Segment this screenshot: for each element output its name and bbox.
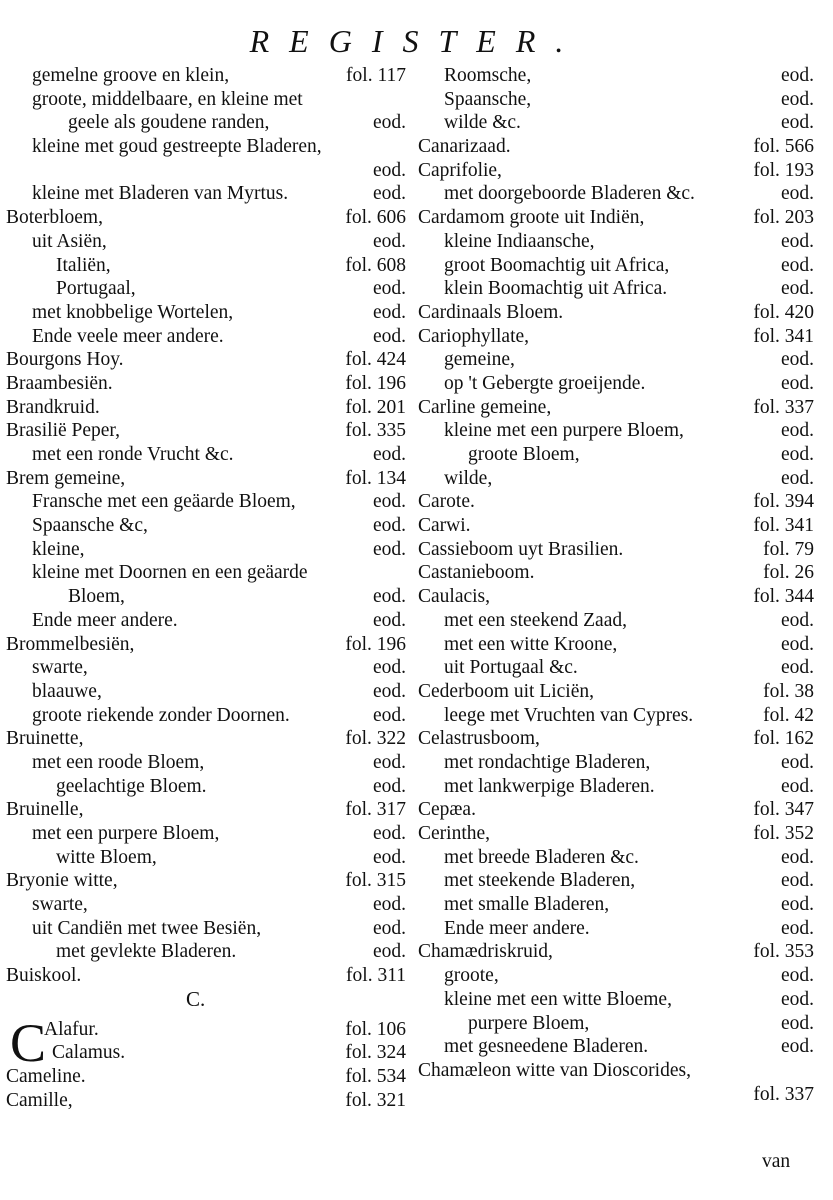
entry-folio: eod. (372, 301, 406, 323)
entry-folio: eod. (372, 775, 406, 797)
entry-term: swarte, (32, 894, 88, 916)
entry-folio: fol. 162 (753, 728, 814, 750)
entry-folio: fol. 196 (345, 372, 406, 394)
entry-term: met een roode Bloem, (32, 751, 205, 773)
entry-term: Brasilië Peper, (6, 420, 121, 442)
register-entry (6, 1065, 406, 1089)
register-entry (418, 135, 814, 159)
entry-term: met een witte Kroone, (444, 633, 618, 655)
entry-folio: fol. 311 (346, 965, 406, 987)
entry-term: Bruinelle, (6, 799, 84, 821)
entry-folio: eod. (780, 278, 814, 300)
entry-term: kleine met een witte Bloeme, (444, 988, 672, 1010)
entry-term: met een purpere Bloem, (32, 823, 220, 844)
register-entry (418, 704, 814, 728)
entry-term: Cardinaals Bloem. (418, 301, 564, 323)
entry-term: Camille, (6, 1089, 73, 1111)
entry-folio: fol. 117 (346, 65, 406, 86)
entry-folio: eod. (372, 538, 406, 560)
register-entry (6, 538, 406, 562)
entry-term: Carline gemeine, (418, 396, 552, 418)
entry-term: blaauwe, (32, 680, 102, 702)
register-entry (6, 751, 406, 775)
register-entry (6, 704, 406, 728)
register-entry (418, 917, 814, 941)
entry-term: uit Asiën, (32, 230, 107, 252)
register-entry (418, 1035, 814, 1059)
entry-folio: eod. (780, 657, 814, 679)
entry-term: met breede Bladeren &c. (444, 846, 639, 868)
entry-term: kleine met Bladeren van Myrtus. (32, 183, 289, 205)
entry-term: Buiskool. (6, 965, 82, 987)
register-entry (418, 467, 814, 491)
entry-term: wilde &c. (444, 112, 521, 134)
entry-folio: eod. (780, 65, 814, 86)
entry-term: Bryonie witte, (6, 870, 118, 892)
entry-folio: eod. (780, 775, 814, 797)
entry-folio: fol. 353 (753, 941, 814, 963)
entry-folio: eod. (780, 965, 814, 987)
register-entry (418, 206, 814, 230)
entry-term: Portugaal, (56, 278, 136, 300)
entry-term: Ende meer andere. (444, 917, 590, 939)
register-entry (6, 372, 406, 396)
entry-term: gemeine, (444, 349, 515, 371)
entry-folio: eod. (372, 680, 406, 702)
section-c-block (6, 1012, 406, 1113)
entry-term: groote riekende zonder Doornen. (32, 704, 290, 726)
register-entry (6, 964, 406, 988)
register-entry (418, 64, 814, 88)
register-entry (6, 609, 406, 633)
entry-term: Italiën, (56, 254, 111, 276)
entry-folio: eod. (780, 1036, 814, 1058)
entry-term: kleine met Doornen en een geäarde (32, 562, 308, 584)
entry-term: kleine, (32, 538, 85, 560)
register-entry (6, 1018, 406, 1042)
entry-folio: fol. 394 (753, 491, 814, 513)
entry-folio: eod. (780, 444, 814, 465)
register-entry (418, 396, 814, 420)
entry-term: kleine Indiaansche, (444, 230, 595, 252)
entry-folio: fol. 203 (753, 207, 814, 229)
entry-term: Carwi. (418, 515, 471, 537)
entry-term: geelachtige Bloem. (56, 775, 207, 797)
entry-folio: fol. 201 (345, 396, 406, 418)
register-entry (6, 254, 406, 278)
register-entry (6, 348, 406, 372)
entry-term: Carote. (418, 491, 475, 513)
entry-folio: eod. (372, 894, 406, 916)
entry-folio: fol. 196 (345, 633, 406, 655)
register-entry (6, 585, 406, 609)
entry-term: Brandkruid. (6, 396, 100, 418)
entry-term: purpere Bloem, (468, 1012, 590, 1034)
register-entry (6, 443, 406, 467)
register-entry (418, 1012, 814, 1036)
entry-term: met knobbelige Wortelen, (32, 301, 234, 323)
entry-term: uit Portugaal &c. (444, 657, 578, 679)
register-entry (418, 656, 814, 680)
section-heading-label: C. (186, 986, 206, 1011)
entry-term: op 't Gebergte groeijende. (444, 372, 646, 394)
entry-folio: eod. (780, 846, 814, 868)
entry-term: Chamædriskruid, (418, 941, 553, 963)
register-entry (418, 372, 814, 396)
register-entry (418, 230, 814, 254)
register-entry (6, 561, 406, 585)
entry-folio: eod. (372, 846, 406, 868)
entry-folio: eod. (372, 112, 406, 134)
register-entry (418, 301, 814, 325)
register-entry (6, 846, 406, 870)
register-entry (6, 514, 406, 538)
entry-term: groot Boomachtig uit Africa, (444, 254, 670, 276)
register-entry (418, 727, 814, 751)
entry-term: swarte, (32, 657, 88, 679)
entry-term: Bourgons Hoy. (6, 349, 124, 371)
register-entry (6, 159, 406, 183)
entry-folio: eod. (372, 704, 406, 726)
register-entry (6, 775, 406, 799)
entry-folio: eod. (372, 609, 406, 631)
register-entry (6, 1089, 406, 1113)
register-entry (418, 680, 814, 704)
register-entry (418, 254, 814, 278)
register-entry (418, 490, 814, 514)
entry-term: Cameline. (6, 1065, 86, 1087)
register-entry (418, 609, 814, 633)
register-entry (6, 798, 406, 822)
entry-term: Cepæa. (418, 799, 476, 821)
register-entry (418, 822, 814, 846)
catchword: van (762, 1151, 791, 1172)
register-entry (418, 325, 814, 349)
register-entry (6, 64, 406, 88)
entry-folio: eod. (780, 183, 814, 205)
register-entry (418, 798, 814, 822)
register-entry (6, 869, 406, 893)
entry-folio: fol. 324 (345, 1042, 406, 1064)
entry-term: Braambesiën. (6, 372, 113, 394)
register-entry (418, 348, 814, 372)
entry-folio: fol. 321 (345, 1089, 406, 1111)
entry-folio: fol. 424 (345, 349, 406, 371)
entry-term: met gevlekte Bladeren. (56, 941, 237, 963)
entry-folio: fol. 322 (345, 728, 406, 750)
entry-folio: fol. 134 (345, 467, 406, 489)
entry-term: Calamus. (52, 1042, 126, 1064)
entry-term: klein Boomachtig uit Africa. (444, 278, 668, 300)
entry-term: Boterbloem, (6, 207, 103, 229)
entry-term: Caprifolie, (418, 159, 502, 181)
entry-term: met gesneedene Bladeren. (444, 1036, 649, 1058)
entry-folio: fol. 566 (753, 136, 814, 158)
register-entry (6, 680, 406, 704)
entry-folio: fol. 344 (753, 586, 814, 608)
register-entry (6, 893, 406, 917)
register-entry (6, 940, 406, 964)
register-entry (6, 917, 406, 941)
entry-term: Alafur. (44, 1018, 99, 1040)
register-entry (418, 111, 814, 135)
register-entry (6, 301, 406, 325)
register-entry (418, 561, 814, 585)
entry-folio: fol. 347 (753, 799, 814, 821)
register-entry (418, 88, 814, 112)
entry-folio: eod. (780, 467, 814, 489)
entry-term: Brem gemeine, (6, 467, 126, 489)
entry-folio: eod. (372, 278, 406, 300)
register-entry (418, 964, 814, 988)
register-entry (6, 277, 406, 301)
register-entry (418, 182, 814, 206)
entry-term: groote Bloem, (468, 444, 580, 465)
register-entry (6, 727, 406, 751)
entry-folio: fol. 606 (345, 207, 406, 229)
register-entry (418, 775, 814, 799)
entry-folio: eod. (780, 894, 814, 916)
entry-term: Spaansche, (444, 88, 532, 110)
register-entry (418, 1059, 814, 1083)
entry-folio: eod. (780, 633, 814, 655)
entry-folio: eod. (372, 586, 406, 608)
entry-term: wilde, (444, 467, 493, 489)
right-column (418, 64, 814, 1106)
entry-folio: eod. (372, 941, 406, 963)
section-heading-c (6, 988, 406, 1012)
entry-folio: eod. (372, 491, 406, 513)
entry-term: geele als goudene randen, (68, 112, 270, 134)
entry-term: Caulacis, (418, 586, 491, 608)
register-entry (6, 396, 406, 420)
entry-folio: fol. 38 (763, 680, 814, 702)
left-column (6, 64, 406, 1112)
entry-folio: eod. (372, 183, 406, 205)
register-entry (6, 182, 406, 206)
entry-term: met een steekend Zaad, (444, 609, 627, 631)
entry-folio: fol. 317 (345, 799, 406, 821)
entry-term: groote, middelbaare, en kleine met (32, 88, 303, 110)
register-entry (418, 893, 814, 917)
entry-folio: eod. (780, 420, 814, 442)
register-entry (418, 633, 814, 657)
entry-folio: fol. 42 (763, 704, 814, 726)
entry-folio: fol. 106 (345, 1018, 406, 1040)
register-entry (418, 585, 814, 609)
register-entry (418, 159, 814, 183)
entry-term: Roomsche, (444, 65, 532, 86)
entry-folio: fol. 341 (753, 515, 814, 537)
register-entry (6, 88, 406, 112)
entry-folio: fol. 193 (753, 159, 814, 181)
entry-folio: eod. (372, 657, 406, 679)
register-entry (6, 1041, 406, 1065)
entry-term: uit Candiën met twee Besiën, (32, 917, 262, 939)
entry-folio: fol. 420 (753, 301, 814, 323)
entry-term: groote, (444, 965, 499, 987)
entry-folio: eod. (372, 325, 406, 347)
entry-term: met rondachtige Bladeren, (444, 751, 651, 773)
entry-term: leege met Vruchten van Cypres. (444, 704, 694, 726)
entry-term: Cassieboom uyt Brasilien. (418, 538, 624, 560)
register-entry (418, 443, 814, 467)
register-entry (418, 751, 814, 775)
entry-folio: eod. (780, 372, 814, 394)
entry-term: Castanieboom. (418, 562, 535, 584)
entry-folio: eod. (372, 823, 406, 844)
entry-term: met een ronde Vrucht &c. (32, 444, 234, 465)
entry-folio: eod. (780, 112, 814, 134)
register-entry (6, 490, 406, 514)
register-entry (6, 325, 406, 349)
register-entry (418, 538, 814, 562)
register-entry (6, 111, 406, 135)
register-entry (6, 656, 406, 680)
entry-folio: eod. (372, 917, 406, 939)
entry-folio: eod. (780, 988, 814, 1010)
entry-term: Cederboom uit Liciën, (418, 680, 594, 702)
entry-term: Cerinthe, (418, 823, 491, 844)
register-entry (6, 230, 406, 254)
entry-term: Bruinette, (6, 728, 84, 750)
entry-term: Chamæleon witte van Dioscorides, (418, 1059, 691, 1081)
entry-folio: fol. 79 (763, 538, 814, 560)
entry-term: Ende meer andere. (32, 609, 178, 631)
register-entry (6, 135, 406, 159)
register-entry (418, 514, 814, 538)
entry-term: met doorgeboorde Bladeren &c. (444, 183, 695, 205)
register-entry (418, 988, 814, 1012)
entry-term: met steekende Bladeren, (444, 870, 636, 892)
register-entry (6, 467, 406, 491)
register-entry (418, 277, 814, 301)
register-entry (6, 206, 406, 230)
entry-folio: eod. (780, 230, 814, 252)
entry-term: Cardamom groote uit Indiën, (418, 207, 645, 229)
entry-term: Fransche met een geäarde Bloem, (32, 491, 296, 513)
entry-term: Canarizaad. (418, 136, 511, 158)
entry-folio: eod. (780, 254, 814, 276)
entry-folio: fol. 337 (753, 1083, 814, 1105)
entry-folio: eod. (372, 515, 406, 537)
entry-folio: fol. 335 (345, 420, 406, 442)
page-title: REGISTER. (249, 23, 584, 59)
entry-folio: eod. (780, 88, 814, 110)
entry-term: witte Bloem, (56, 846, 157, 868)
entry-folio: eod. (372, 751, 406, 773)
register-entry (418, 1083, 814, 1107)
entry-folio: fol. 352 (753, 823, 814, 844)
entry-folio: eod. (780, 870, 814, 892)
entry-term: Celastrusboom, (418, 728, 540, 750)
entry-folio: fol. 341 (753, 325, 814, 347)
entry-folio: eod. (372, 159, 406, 181)
register-entry (418, 846, 814, 870)
entry-term: kleine met een purpere Bloem, (444, 420, 684, 442)
entry-folio: eod. (780, 349, 814, 371)
entry-term: met lankwerpige Bladeren. (444, 775, 655, 797)
entry-term: Spaansche &c, (32, 515, 148, 537)
entry-folio: fol. 534 (345, 1065, 406, 1087)
register-entry (418, 869, 814, 893)
entry-folio: eod. (372, 444, 406, 465)
register-entry (6, 822, 406, 846)
entry-folio: eod. (372, 230, 406, 252)
entry-folio: fol. 337 (753, 396, 814, 418)
register-entry (6, 633, 406, 657)
entry-term: Brommelbesiën, (6, 633, 135, 655)
entry-folio: eod. (780, 1012, 814, 1034)
entry-term: Bloem, (68, 586, 125, 608)
entry-folio: fol. 315 (345, 870, 406, 892)
entry-term: met smalle Bladeren, (444, 894, 610, 916)
entry-term: kleine met goud gestreepte Bladeren, (32, 136, 322, 158)
entry-term: Ende veele meer andere. (32, 325, 224, 347)
entry-term: Cariophyllate, (418, 325, 530, 347)
entry-folio: eod. (780, 609, 814, 631)
entry-folio: eod. (780, 751, 814, 773)
entry-folio: fol. 608 (345, 254, 406, 276)
entry-term: gemelne groove en klein, (32, 65, 230, 86)
register-entry (6, 419, 406, 443)
drop-cap-initial: C (10, 1012, 47, 1073)
register-entry (418, 940, 814, 964)
entry-folio: fol. 26 (763, 562, 814, 584)
entry-folio: eod. (780, 917, 814, 939)
register-entry (418, 419, 814, 443)
